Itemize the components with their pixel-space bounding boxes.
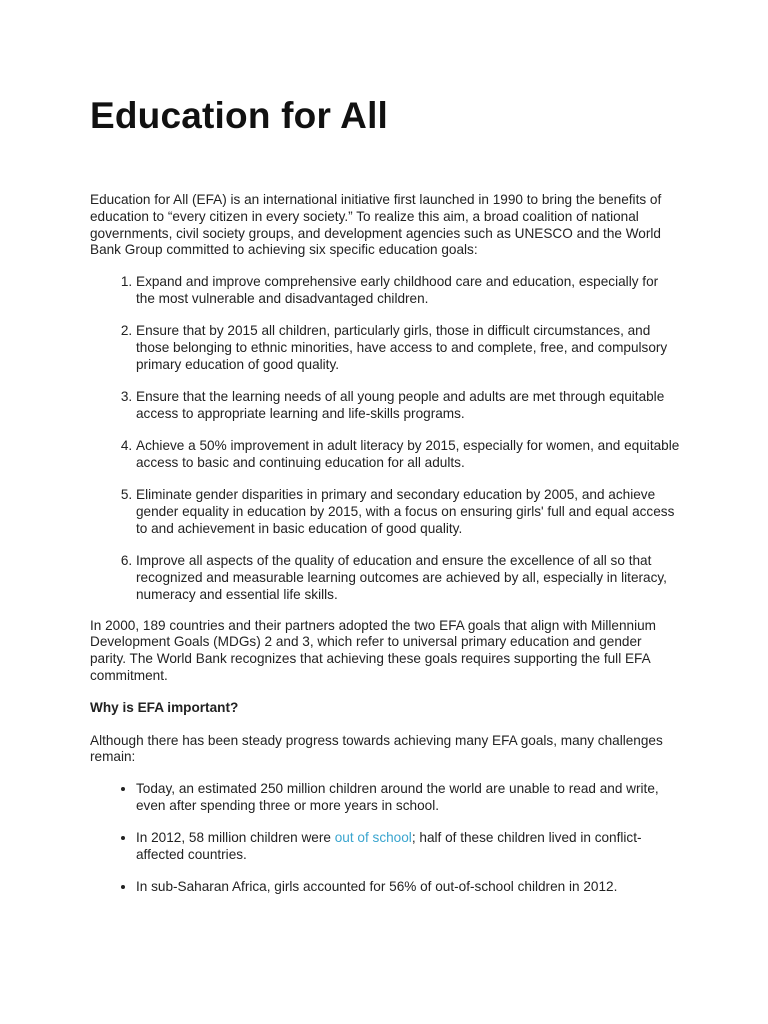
intro-paragraph: Education for All (EFA) is an international initiative first launched in 1990 to bring the benefits of education to “every citizen in every society.” To realize this aim, a broad coalition of national governments, civil society groups, and development agencies such as UNESCO and the World Bank Group committed to achieving six specific education goals: xyxy=(90,192,662,258)
goal-item-6: 6. Improve all aspects of the quality of education and ensure the excellence of all so that recognized and measurable learning outcomes are achieved by all, especially in literacy, numeracy and essential life skills. xyxy=(136,553,680,603)
challenge-item-2-text-before: In 2012, 58 million children were xyxy=(136,830,335,846)
document-body xyxy=(90,192,680,912)
mdg-paragraph: In 2000, 189 countries and their partners adopted the two EFA goals that align with Millennium Development Goals (MDGs) 2 and 3, which refer to universal primary education and gender parity. The World Bank recognizes that achieving these goals requires supporting the full EFA commitment. xyxy=(90,617,656,684)
challenges-list xyxy=(90,781,680,896)
why-efa-heading: Why is EFA important? xyxy=(90,699,239,715)
challenge-item-2 xyxy=(136,830,680,864)
goals-list xyxy=(90,274,680,603)
goal-item-4: 4. Achieve a 50% improvement in adult literacy by 2015, especially for women, and equitable access to basic and continuing education for all adults. xyxy=(136,438,680,472)
goal-item-5: 5. Eliminate gender disparities in primary and secondary education by 2005, and achieve gender equality in education by 2015, with a focus on ensuring girls' full and equal access to and achievement in basic education of good quality. xyxy=(136,487,680,537)
challenge-item-2-text-after: ; half of these children lived in conflict-affected countries. xyxy=(136,830,642,863)
goal-item-2: 2. Ensure that by 2015 all children, particularly girls, those in difficult circumstances, and those belonging to ethnic minorities, have access to and complete, free, and compulsory primary education of good quality. xyxy=(136,323,680,373)
page-title: Education for All xyxy=(90,95,389,136)
challenges-intro: Although there has been steady progress towards achieving many EFA goals, many challenges remain: xyxy=(90,732,663,765)
challenge-item-3: • In sub-Saharan Africa, girls accounted for 56% of out-of-school children in 2012. xyxy=(136,879,680,896)
out-of-school-link[interactable]: out of school xyxy=(334,830,412,846)
goal-item-3: 3. Ensure that the learning needs of all young people and adults are met through equitable access to appropriate learning and life-skills programs. xyxy=(136,389,680,423)
challenge-item-1: • Today, an estimated 250 million children around the world are unable to read and write, even after spending three or more years in school. xyxy=(136,781,680,815)
goal-item-1: 1. Expand and improve comprehensive early childhood care and education, especially for the most vulnerable and disadvantaged children. xyxy=(136,274,680,308)
